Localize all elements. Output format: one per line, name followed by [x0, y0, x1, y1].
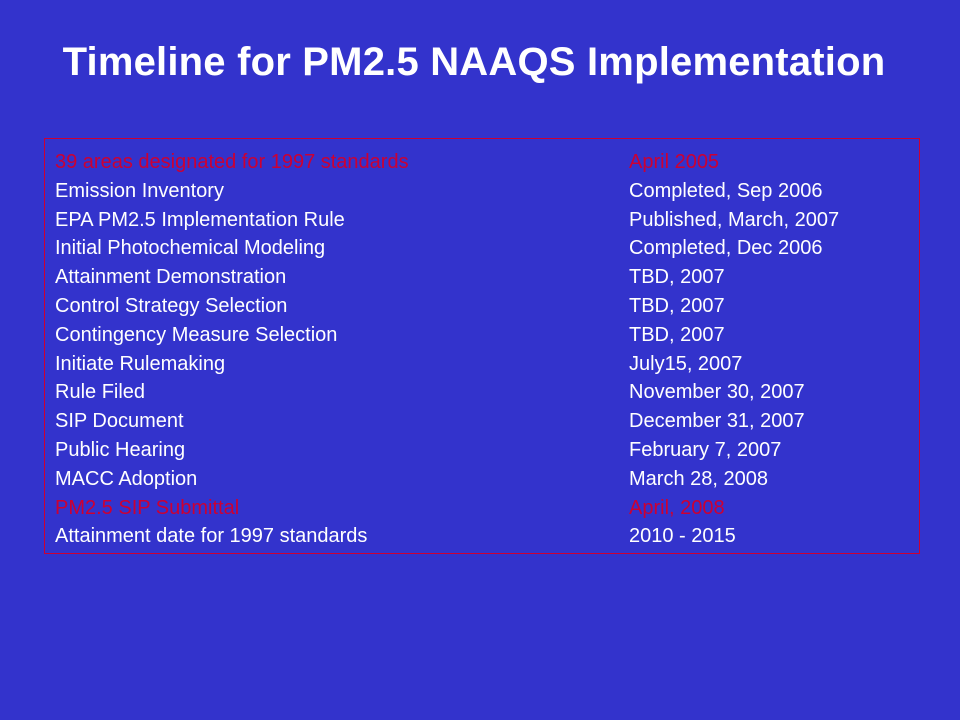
task-date: April, 2008 [629, 496, 725, 519]
task-date: Published, March, 2007 [629, 208, 840, 231]
task-date: July15, 2007 [629, 352, 743, 375]
timeline-row [55, 292, 915, 321]
timeline-row [55, 234, 915, 263]
task-label: Initiate Rulemaking [55, 352, 226, 375]
task-label: 39 areas designated for 1997 standards [55, 151, 409, 173]
task-label: Attainment Demonstration [55, 266, 287, 289]
timeline-table [44, 138, 920, 554]
timeline-row [55, 206, 915, 235]
task-label: Initial Photochemical Modeling [55, 237, 326, 260]
task-label: Rule Filed [55, 381, 146, 404]
task-date: Completed, Sep 2006 [629, 179, 823, 202]
task-label: Attainment date for 1997 standards [55, 525, 368, 548]
task-label: PM2.5 SIP Submittal [55, 496, 240, 519]
timeline-row [55, 263, 915, 292]
task-label: Contingency Measure Selection [55, 323, 338, 346]
timeline-row [55, 148, 915, 177]
task-date: TBD, 2007 [629, 266, 725, 289]
task-date: 2010 - 2015 [629, 525, 736, 548]
task-date: November 30, 2007 [629, 381, 805, 404]
timeline-row [55, 321, 915, 350]
timeline-row [55, 494, 915, 523]
timeline-row [55, 465, 915, 494]
task-label: Control Strategy Selection [55, 294, 288, 317]
task-label: Emission Inventory [55, 179, 224, 202]
timeline-row [55, 177, 915, 206]
task-date: February 7, 2007 [629, 438, 782, 461]
task-date: December 31, 2007 [629, 410, 805, 433]
timeline-rows [55, 148, 915, 551]
task-date: TBD, 2007 [629, 323, 725, 346]
timeline-row [55, 436, 915, 465]
task-date: Completed, Dec 2006 [629, 237, 823, 260]
task-label: SIP Document [55, 410, 184, 433]
timeline-row [55, 522, 915, 551]
timeline-row [55, 407, 915, 436]
timeline-row [55, 378, 915, 407]
task-date: March 28, 2008 [629, 467, 768, 490]
task-label: Public Hearing [55, 438, 186, 461]
task-label: EPA PM2.5 Implementation Rule [55, 208, 345, 231]
task-date: TBD, 2007 [629, 294, 725, 317]
task-date: April 2005 [629, 151, 720, 173]
task-label: MACC Adoption [55, 467, 198, 490]
slide-title: Timeline for PM2.5 NAAQS Implementation [62, 40, 886, 84]
timeline-row [55, 350, 915, 379]
